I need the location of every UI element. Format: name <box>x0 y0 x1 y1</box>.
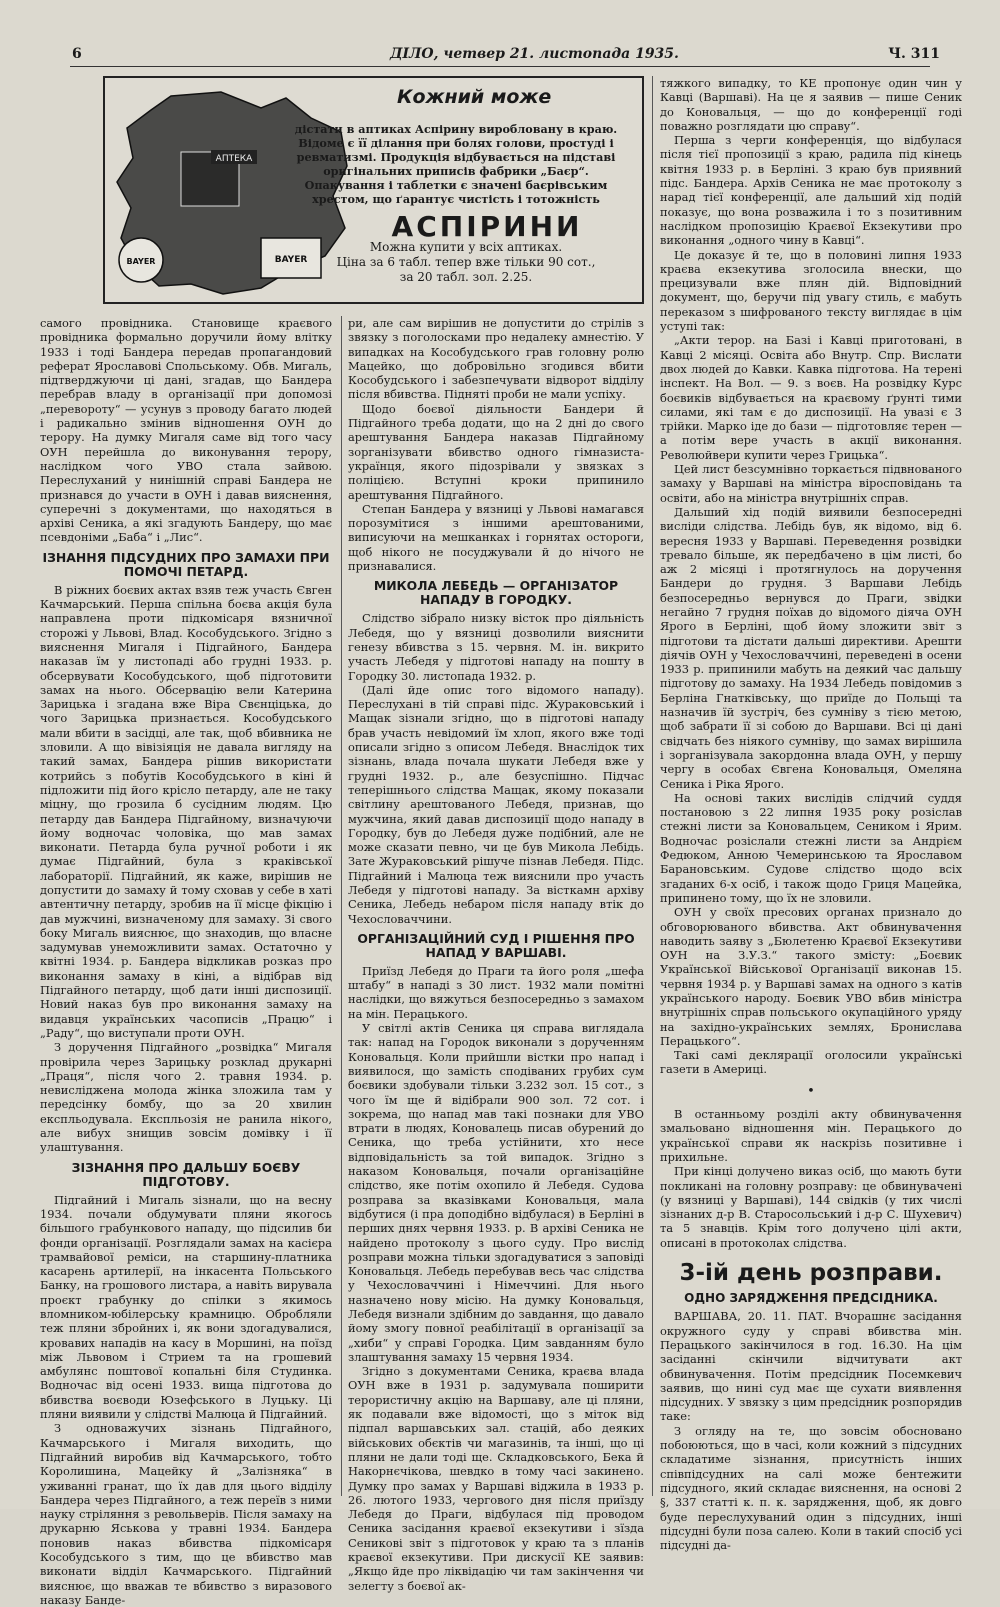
paragraph: ВАРШАВА, 20. 11. ПАТ. Вчорашнє засідання окружного суду у справі вбивства мін. Перацького закінчилося в год. 16.30. На цім засіданні скінчили відчитувати акт обвинувачення. Потім предсідник Посемкевич заявив, що нині суд має ще сухати виявлення підсудних. У звязку з цим предсідник розпорядив таке: <box>660 1309 962 1424</box>
paragraph: На основі таких вислідів слідчий суддя постановою з 22 липня 1935 року розіслав стежні листи за Коновальцем, Сеником і Ярим. Водночас розіслали стежні листи за Андрієм Федюком, Анною Чемеринською та Ярославом Барановським. Судове слідство щодо всіх згаданих 6-х осіб, і також щодо Гриця Мацейка, припинено тому, що їх не зловили. <box>660 790 962 905</box>
masthead: ДІЛО, четвер 21. листопада 1935. <box>390 46 679 62</box>
paragraph: ри, але сам вирішив не допустити до стрілів з звязку з поголосками про недалеку амнестію. У випадках на Кособудського грав головну ролю Мацейко, що добровільно згодився вбити Кособудського і забезпечувати відворот відділу після вбивства. Підняті проби не мали успіху. <box>348 316 644 402</box>
apteka-sign: АПТЕКА <box>215 154 253 164</box>
paragraph: Згідно з документами Сеника, краєва влада ОУН вже в 1931 р. задумувала поширити терористичну акцію на Варшаву, але ці пляни, як подавали вже відомості, що з міток від підпал варшавських зал. стацій, або деяких військових обєктів чи магазинів, та інші, що ці пляни не дали тоді ще. Складковського, Бека й Накорнєчікова, шевдко в тому часі закинено. Думку про замах у Варшаві віджила в 1933 р. 26. лютого 1933, чергового дня після приїзду Лебедя до Праги, відбулася під проводом Сеника засідання краєвої екзекутиви і зїзда Сеникові звіт з підготовок у краю та з планів краєвої екзекутиви. При дискусії КЕ заявив: „Якщо йде про ліквідацію чи там закінчення чи зелегту з боєвої ак- <box>348 1364 644 1593</box>
paragraph: При кінці долучено виказ осіб, що мають бути покликані на головну розправу: це обвинувачені (у вязниці у Варшаві), 144 свідків (у тих числі зізнаних д-р В. Старосольський і д-р С. Шухевич) та 5 знавців. Крім того долучено цілі акти, описані в протоколах слідства. <box>660 1164 962 1250</box>
paragraph: (Далі йде опис того відомого нападу). Переслухані в тій справі підс. Жураковський і Мащак зізнали згідно, що в підготові нападу брав участь невідомий їм хлоп, якого вже тоді описали згідно з описом Лебедя. Внаслідок тих зізнань, влада почала шукати Лебедя вже у грудні 1932. р., але безуспішно. Підчас теперішнього слідства Мащак, якому показали світлину арештованого Лебедя, признав, що мужчина, який давав диспозиції щодо нападу в Городку, був до Лебедя дуже подібний, але не може сказати певно, чи це був Микола Лебідь. Зате Жураковський рішуче пізнав Лебедя. Підс. Підгайний і Малюца теж вияснили про участь Лебедя у підготові нападу. За вісткамн архіву Сеника, Лебедь небаром після нападу втік до Чехословаччини. <box>348 682 644 926</box>
paragraph: З огляду на те, що зовсім обосновано побоюються, що в часі, коли кожний з підсудних складатиме зізнання, присутність інших співпідсудних на салі може бентежити підсудного, який складає вияснення, на основі 2 §, 337 статті к. п. к. зарядження, щоб, як довго буде переслухуваний один з підсудних, інші підсудні були поза салею. Коли в такий спосіб усі підсудні да- <box>660 1423 962 1553</box>
paragraph: Цей лист безсумнівно торкається підвнованого замаху у Варшаві на міністра віросповідань та освіти, або на міністра внутрішніх справ. <box>660 462 962 505</box>
section-divider: • <box>807 1083 815 1099</box>
paragraph: Це доказує й те, що в половині липня 1933 краєва екзекутива зголосила внески, що прецизували вже плян дій. Відповідний документ, що, беручи під увагу стиль, є мабуть переказом з шифрованого тексту виглядає в цім уступі так: <box>660 247 962 334</box>
paragraph: самого провідника. Становище краєвого провідника формально доручили йому влітку 1933 і тоді Бандера передав пропагандовий реферат Ярославові Спольському. Обв. Мигаль, підтверджуючи ці дані, згадав, що Бандера перебрав владу в організації при допомозі „перевороту“ — усунув з проводу багато людей і радикально змінив відношення ОУН до терору. На думку Мигаля саме від того часу ОУН перейшла до виконування терору, наслідком чого УВО стала зайвою. Переслуханий у нинішній справі Бандера не признався до участи в ОУН і давав вияснення, суперечні з документами, що находяться в архіві Сеника, а які згадують Бандеру, що має псевдоніми „Баба“ і „Лис“. <box>40 316 332 545</box>
paragraph: В ріжних боєвих актах взяв теж участь Євген Качмарський. Перша спільна боєва акція була направлена проти підкомісаря вязничної сторожі у Львові, Влад. Кособудського. Згідно з вияснення Мигаля і Підгайного, Бандера наказав їм у листопаді або грудні 1933. р. обсервувати Кособудського, щоб підготовити замах на нього. Обсервацію вели Катерина Зарицька і згадана вже Віра Свєнціцька, до чого Зарицька признається. Кособудського мали вбити в засідці, але так, щоб вбивника не зловили. А що вівізіяція не давала вигляду на такий замах, Бандера рішив використати котрийсь з побутів Кособудського в кіні й підложити під його крісло петарду, але не таку міцну, що грозила б сусідним людям. Цю петарду дав Бандера Підгайному, визначуючи йому водночас чоловіка, що мав замах виконати. Петарда була ручної роботи і як думає Підгайний, була з краківської лабораторії. Підгайний, як каже, вирішив не допустити до замаху й тому сховав у себе в хаті автентичну петарду, зробив на її місце фікцію і дав мужчині, визначеному для замаху. Зі свого боку Мигаль вияснює, що знаходив, що власне задумував унеможливити замах. Остаточно у квітні 1934. р. Бандера відкликав розказ про виконання замаху в кіні, а відібрав від Підгайного петарду, щоб дати інші диспозиції. Новий наказ був про виконання замаху на видавця українських часописів „Працю“ і „Раду“, що виступали проти ОУН. <box>40 582 332 1040</box>
subheading: ОДНО ЗАРЯДЖЕННЯ ПРЕДСІДНИКА. <box>684 1291 938 1306</box>
page-header <box>60 46 940 66</box>
paragraph: В останньому розділі акту обвинувачення змальовано відношення мін. Перацького до української справи як наскрізь позитивне і прихильне. <box>660 1107 962 1164</box>
bayer-cross-label: BAYER <box>126 257 156 266</box>
aspirin-box-label: BAYER <box>274 255 308 265</box>
paragraph: Перша з черги конференція, що відбулася після тієї пропозиції з краю, радила під кінець квітня 1933 р. в Берліні. З краю був приявний підс. Бандера. Архів Сеника не має протоколу з нарад тієї конференції, але дальший хід подій показує, що вона розважила і то з позитивним наслідком пропозицію Краєвої Екзекутиви про виконання „одного чину в Кавці“. <box>660 133 962 248</box>
ad-title: Кожний може <box>397 86 552 108</box>
aspirin-advertisement <box>103 76 644 304</box>
paragraph: Щодо боєвої діяльности Бандери й Підгайного треба додати, що на 2 дні до свого арештування Бандера наказав Підгайному зорганізувати вбивство одного гімназиста-українця, якого підозрівали у звязках з поліцією. Вступні кроки припинило арештування Підгайного. <box>348 401 644 502</box>
column-rule <box>341 316 342 1496</box>
section-heading: ІЗНАННЯ ПІДСУДНИХ ПРО ЗАМАХИ ПРИ ПОМОЧІ ПЕТАРД. <box>42 549 330 579</box>
column-2 <box>348 316 644 1593</box>
paragraph: З доручення Підгайного „розвідка“ Мигаля провірила через Зарицьку розклад друкарні „Праця“, після чого 2. травня 1934. р. невисліджена молода жінка зложила там у передсінку бомбу, що за 20 хвилин експльодувала. Експльозія не ранила нікого, але вибух знищив зовсім домівку і її улаштування. <box>40 1040 332 1155</box>
paragraph: Приїзд Лебедя до Праги та його роля „шефа штабу“ в нападі з 30 лист. 1932 мали помітні наслідки, що вяжуться безпосередньо з замахом на мін. Перацького. <box>348 963 644 1021</box>
quoted-letter: „Акти терор. на Базі і Кавці приготовані, в Кавці 2 місяці. Освіта або Внутр. Спр. Вислати двох людей до Кавки. Кавка підготова. На терені інспект. На Вол. — 9. з воєв. На розвідку Курс боєвиків відбувається на краєвому ґрунті тими силами, які там є до диспозиції. На увазі є 3 трійки. Марко іде до бази — підготовляє терен — а потім вере участь в акції виконання. Революйвери купити через Грицька“. <box>660 333 962 462</box>
section-heading: ЗІЗНАННЯ ПРО ДАЛЬШУ БОЄВУ ПІДГОТОВУ. <box>71 1159 301 1189</box>
paragraph: ОУН у своїх пресових органах признало до обговорюваного вбивства. Акт обвинувачення наводить заяву з „Бюлетеню Краєвої Екзекутиви ОУН на З.У.З.“ такого змісту: „Боєвик Української Військової Організації виконав 15. червня 1934 р. у Варшаві замах на одного з катів українського народу. Боєвик УВО вбив міністра внутрішніх справ польського окупаційного уряду на західно-українських землях, Бронислава Перацького“. <box>660 905 962 1048</box>
section-heading: ОРГАНІЗАЦІЙНИЙ СУД І РІШЕННЯ ПРО НАПАД У ВАРШАВІ. <box>357 930 635 960</box>
ad-footer <box>301 240 631 285</box>
ad-body: дістати в аптиках Аспірину виробловану в краю. Відоме є її ділання при болях голови, простуді і ревматизмі. Продукція відбувається на підставі оригінальних приписів фабрики „Баєр“. Опакування і таблетки є значені баєрівським хрестом, що ґарантує чистість і тотожність <box>294 122 618 206</box>
paragraph: Слідство зібрало низку вісток про діяльність Лебедя, що у вязниці дозволили вияснити генезу вбивства з 15. червня. М. ін. викрито участь Лебедя у підготові нападу на пошту в Городку 30. листопада 1932. р. <box>348 611 644 683</box>
ad-footer-line: за 20 табл. зол. 2.25. <box>399 270 533 284</box>
ad-footer-line: Можна купити у всіх аптиках. <box>369 240 563 254</box>
header-rule <box>70 66 930 67</box>
paragraph: Степан Бандера у вязниці у Львові намагався порозумітися з іншими арештованими, виписуючи на мешканках і горнятах остороги, щоб нікого не посуджували й до нічого не признавалися. <box>348 501 644 574</box>
section-heading: МИКОЛА ЛЕБЕДЬ — ОРГАНІЗАТОР НАПАДУ В ГОРОДКУ. <box>373 578 619 608</box>
column-1 <box>40 316 332 1607</box>
ad-footer-line: Ціна за 6 табл. тепер вже тільки 90 сот., <box>336 255 596 269</box>
paragraph: тяжкого випадку, то КЕ пропонує один чин у Кавці (Варшаві). На це я заявив — пише Сеник до Коновальця, — що до конференції годі поважно розглядати цю справу“. <box>660 76 962 133</box>
column-3 <box>660 76 962 1553</box>
paragraph: Підгайний і Мигаль зізнали, що на весну 1934. почали обдумувати пляни якогось більшого грабункового нападу, що підсилив би фонди організації. Розглядали замах на касієра трамвайової реміси, на старшину-платника касарень артилерії, на інкасента Польського Банку, на грошового листара, а навіть вирувала проєкт грабунку до спілки з якимось вломником-юбілерську крамницю. Обробляли теж пляни збройних і, як вони здогадувалися, кровавих нападів на касу в Моршині, на поїзд між Львовом і Стрием та на грошевий амбулянс поштової копальні біля Студинка. Водночас від осені 1933. вища підготова до вбивства воєводи Юзефського в Луцьку. Ці пляни виявили у слідстві Малюца й Підгайний. <box>40 1192 332 1422</box>
paragraph: З одноважучих зізнань Підгайного, Качмарського і Мигаля виходить, що Підгайний виробив від Качмарського, тобто Королишина, Мацейку й „Залізняка“ в уживанні гранат, що їх дав для цього відділу Бандера через Підгайного, а теж переїв з ними науку стріляння з револьверів. Після замаху на друкарню Яськова у травні 1934. Бандера поновив наказ вбивства підкомісаря Кособудського з тим, що це вбивство мав виконати відділ Качмарського. Підгайний вияснює, що вважав те вбивство з виразового наказу Банде- <box>40 1421 332 1607</box>
column-rule <box>652 76 653 1496</box>
page-number: 6 <box>72 46 82 62</box>
ad-brand: АСПІРИНИ <box>391 210 583 243</box>
issue-number: Ч. 311 <box>888 46 940 62</box>
paragraph: Дальший хід подій виявили безпосередні висліди слідства. Лебідь був, як відомо, від 6. вересня 1933 у Варшаві. Переведення розвідки тревало більше, як передбачено в цім листі, бо аж 2 місяці і протягнулось на доручення Бандери до грудня. З Варшави Лебідь безпосередньо вернувся до Праги, звідки негайно 7 грудня поїхав до відомого діяча ОУН Ярого в Берліні, щоб йому зложити звіт з підготови та дістати дальші директиви. Арешти діячів ОУН у Чехословаччині, переведені в осени 1933 р. припинили мабуть на деякий час дальшу підготову до замаху. На 1934 Лебедь повідомив з Берліна Гнатківську, що приїде до Польщі та назначив їй зустріч, без сумніву з тією метою, щоб забрати її зі собою до Варшави. Всі ці дані свідчать без ніякого сумніву, що замах вирішила і зорганізувала закордонна влада ОУН, у першу чергу в особах Євгена Коновальця, Омеляна Сеника і Ріка Ярого. <box>660 504 962 791</box>
paragraph: У світлі актів Сеника ця справа виглядала так: напад на Городок виконали з дорученням Коновальця. Коли прийшли вістки про напад і виявилося, що замість сподіваних грубих сум боєвики здобували тільки 3.232 зол. 15 сот., з чого їм ще й відібрали 900 зол. 72 сот. і зокрема, що напад мав такі познаки для УВО втрати в людях, Коновалець писав обурений до Сеника, що треба устійнити, хто несе відповідальність за той випадок. Згідно з наказом Коновальця, почали організаційне слідство, яке потім охопило й Лебедя. Судова розправа за вказівками Коновальця, мала відбутися (і пра доподібно відбулася) в Берліні в перших днях червня 1933. р. В архіві Сеника не найдено протоколу з цього суду. Про вислід розправи можна тільки здогадуватися з заповіді Коновальця. Лебедь перебував весь час слідства у Чехословаччині і Німеччині. Для нього назначено нову місію. На думку Коновальця, Лебедя визнали здібним до завдання, що давало йому змогу повної реабілітації в організації за „хиби“ у справі Городка. Цим завданням було злаштування замаху 15 червня 1934. <box>348 1021 644 1364</box>
paragraph: Такі самі деклярації оголосили українські газети в Америці. <box>660 1048 962 1077</box>
big-headline: 3-ій день розправи. <box>679 1260 943 1287</box>
